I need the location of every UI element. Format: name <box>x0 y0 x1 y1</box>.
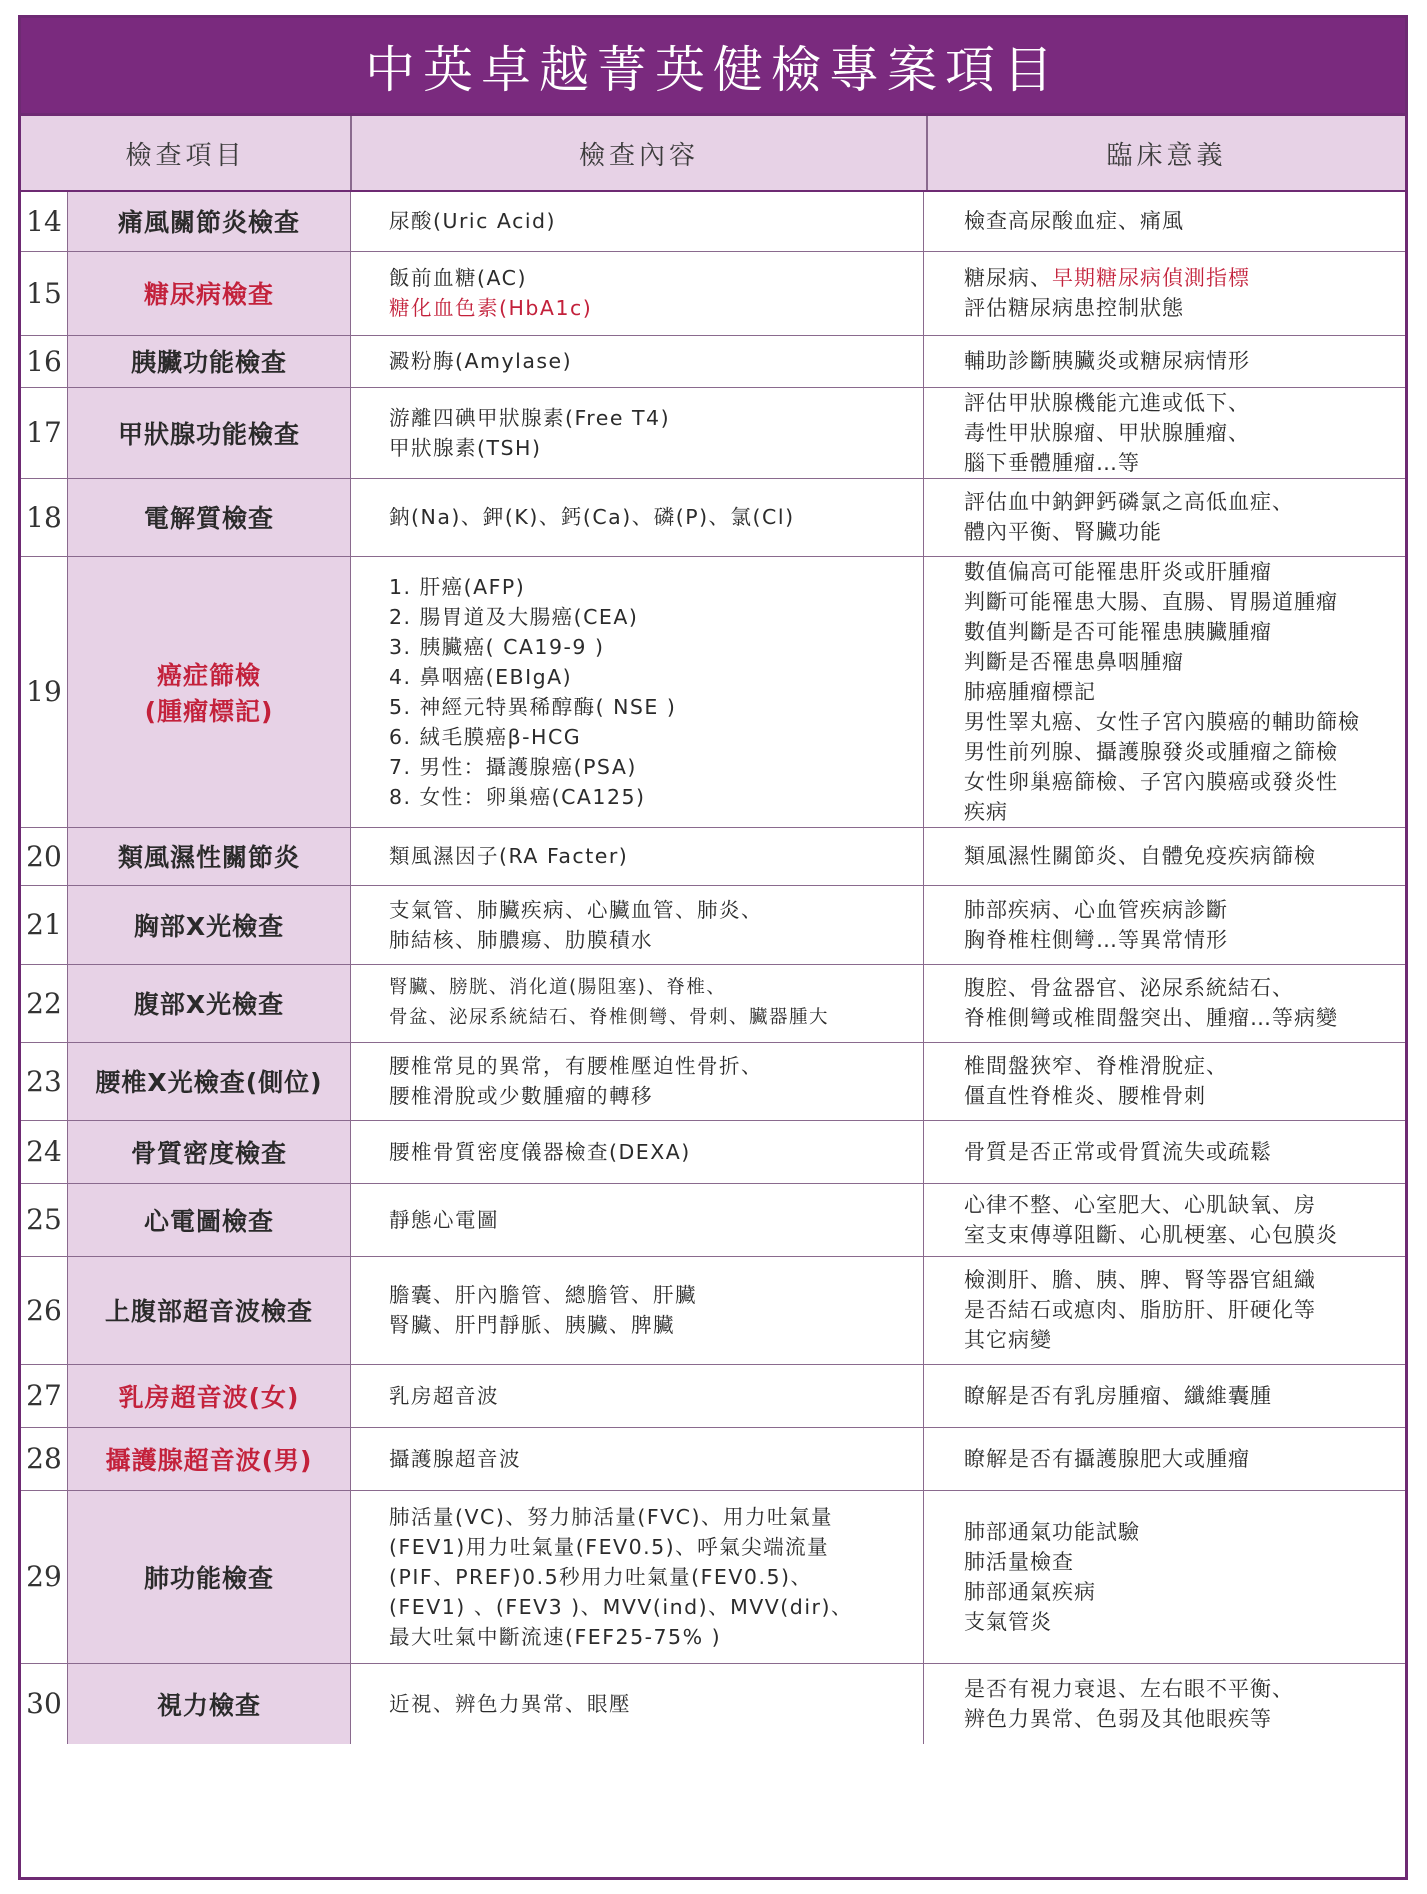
sig-line: 腦下垂體腫瘤…等 <box>964 450 1140 475</box>
sig-line: 室支束傳導阻斷、心肌梗塞、心包膜炎 <box>964 1222 1338 1247</box>
sig-line: 肺部疾病、心血管疾病診斷 <box>964 897 1228 922</box>
content-line: 5. 神經元特異稀醇酶( NSE ) <box>389 694 677 719</box>
item-content <box>351 192 924 251</box>
item-content <box>351 478 924 556</box>
content-line: (FEV1)用力吐氣量(FEV0.5)、呼氣尖端流量 <box>389 1534 830 1559</box>
exam-table <box>21 192 1405 1744</box>
item-name: 胸部X光檢查 <box>68 885 351 964</box>
row-number: 20 <box>21 827 68 885</box>
content-line: 腰椎滑脫或少數腫瘤的轉移 <box>389 1084 653 1108</box>
row-number: 21 <box>21 885 68 964</box>
item-significance <box>924 251 1406 335</box>
sig-line: 肺活量檢查 <box>964 1549 1074 1574</box>
table-row <box>21 1663 1405 1744</box>
item-significance <box>924 1427 1406 1490</box>
sig-line: 數值偏高可能罹患肝炎或肝腫瘤 <box>964 559 1272 584</box>
content-line: 8. 女性：卵巢癌(CA125) <box>389 784 646 809</box>
sig-text-highlight: 早期糖尿病偵測指標 <box>1052 266 1250 290</box>
item-name: 攝護腺超音波(男) <box>68 1427 351 1490</box>
content-line: 甲狀腺素(TSH) <box>389 435 542 460</box>
item-significance <box>924 1120 1406 1183</box>
row-number: 15 <box>21 251 68 335</box>
item-significance <box>924 1490 1406 1663</box>
item-significance <box>924 387 1406 478</box>
sig-line: 檢查高尿酸血症、痛風 <box>964 209 1184 234</box>
exam-table-frame <box>18 15 1408 1880</box>
sig-line: 判斷可能罹患大腸、直腸、胃腸道腫瘤 <box>964 589 1338 614</box>
item-name <box>68 556 351 827</box>
item-significance <box>924 1663 1406 1744</box>
item-significance <box>924 1183 1406 1256</box>
item-significance <box>924 335 1406 387</box>
item-name: 甲狀腺功能檢查 <box>68 387 351 478</box>
table-row <box>21 1427 1405 1490</box>
content-line: 肺結核、肺膿瘍、肋膜積水 <box>389 927 653 952</box>
item-name-line: (腫瘤標記) <box>144 696 274 726</box>
item-name: 痛風關節炎檢查 <box>68 192 351 251</box>
content-line: 澱粉脢(Amylase) <box>389 349 573 373</box>
item-content <box>351 885 924 964</box>
item-name: 類風濕性關節炎 <box>68 827 351 885</box>
content-line: 鈉(Na)、鉀(K)、鈣(Ca)、磷(P)、氯(Cl) <box>389 505 795 529</box>
content-line-highlight: 糖化血色素(HbA1c) <box>389 296 593 320</box>
sig-line: 脊椎側彎或椎間盤突出、腫瘤…等病變 <box>964 1006 1338 1030</box>
sig-line: 數值判斷是否可能罹患胰臟腫瘤 <box>964 619 1272 644</box>
table-row <box>21 964 1405 1042</box>
item-name-line: 癌症篩檢 <box>156 660 261 690</box>
item-significance <box>924 964 1406 1042</box>
item-content <box>351 1490 924 1663</box>
row-number: 27 <box>21 1364 68 1427</box>
item-content <box>351 1042 924 1120</box>
content-line: 膽囊、肝內膽管、總膽管、肝臟 <box>389 1283 697 1307</box>
item-content <box>351 964 924 1042</box>
item-significance <box>924 192 1406 251</box>
row-number: 14 <box>21 192 68 251</box>
header-content: 檢查內容 <box>352 116 928 190</box>
item-name: 上腹部超音波檢查 <box>68 1256 351 1364</box>
row-number: 28 <box>21 1427 68 1490</box>
sig-line: 支氣管炎 <box>964 1609 1052 1634</box>
row-number: 17 <box>21 387 68 478</box>
table-row <box>21 556 1405 827</box>
sig-line: 女性卵巢癌篩檢、子宮內膜癌或發炎性 <box>964 769 1338 794</box>
content-line: 2. 腸胃道及大腸癌(CEA) <box>389 604 639 629</box>
sig-line: 肺部通氣功能試驗 <box>964 1519 1140 1544</box>
content-line: 腎臟、肝門靜脈、胰臟、脾臟 <box>389 1313 675 1337</box>
sig-line: 肺部通氣疾病 <box>964 1579 1096 1604</box>
item-content <box>351 1120 924 1183</box>
content-line: 靜態心電圖 <box>389 1207 499 1232</box>
item-significance <box>924 885 1406 964</box>
sig-line: 瞭解是否有乳房腫瘤、纖維囊腫 <box>964 1383 1272 1408</box>
sig-line: 是否有視力衰退、左右眼不平衡、 <box>964 1676 1294 1701</box>
content-line: 7. 男性：攝護腺癌(PSA) <box>389 754 637 779</box>
sig-line: 心律不整、心室肥大、心肌缺氧、房 <box>964 1192 1316 1217</box>
row-number: 19 <box>21 556 68 827</box>
table-row <box>21 478 1405 556</box>
content-line: 類風濕因子(RA Facter) <box>389 844 629 868</box>
item-name: 心電圖檢查 <box>68 1183 351 1256</box>
item-content <box>351 1183 924 1256</box>
header-significance: 臨床意義 <box>1106 140 1227 171</box>
item-content <box>351 1663 924 1744</box>
content-line: 4. 鼻咽癌(EBIgA) <box>389 664 573 689</box>
content-line: 6. 絨毛膜癌β-HCG <box>389 724 582 749</box>
sig-line: 輔助診斷胰臟炎或糖尿病情形 <box>964 349 1250 373</box>
content-line: (FEV1) 、(FEV3 )、MVV(ind)、MVV(dir)、 <box>389 1594 853 1619</box>
content-line: 腰椎骨質密度儀器檢查(DEXA) <box>389 1139 691 1164</box>
item-content <box>351 1427 924 1490</box>
sig-line: 評估糖尿病患控制狀態 <box>964 296 1184 320</box>
item-name: 乳房超音波(女) <box>68 1364 351 1427</box>
sig-line: 骨質是否正常或骨質流失或疏鬆 <box>964 1139 1272 1164</box>
item-content <box>351 556 924 827</box>
content-line: 尿酸(Uric Acid) <box>389 209 557 234</box>
sig-line: 辨色力異常、色弱及其他眼疾等 <box>964 1706 1272 1731</box>
table-row <box>21 335 1405 387</box>
table-row <box>21 192 1405 251</box>
row-number: 30 <box>21 1663 68 1744</box>
item-significance <box>924 1256 1406 1364</box>
content-line: 近視、辨色力異常、眼壓 <box>389 1691 631 1716</box>
item-name: 糖尿病檢查 <box>68 251 351 335</box>
sig-line: 體內平衡、腎臟功能 <box>964 520 1162 544</box>
sig-line: 評估甲狀腺機能亢進或低下、 <box>964 390 1250 415</box>
item-name: 骨質密度檢查 <box>68 1120 351 1183</box>
item-name: 肺功能檢查 <box>68 1490 351 1663</box>
item-significance <box>924 827 1406 885</box>
row-number: 25 <box>21 1183 68 1256</box>
table-row <box>21 1042 1405 1120</box>
content-line: 1. 肝癌(AFP) <box>389 574 526 599</box>
item-name: 腰椎X光檢查(側位) <box>68 1042 351 1120</box>
content-line: 飯前血糖(AC) <box>389 266 527 290</box>
table-row <box>21 885 1405 964</box>
item-content <box>351 335 924 387</box>
row-number: 24 <box>21 1120 68 1183</box>
row-number: 23 <box>21 1042 68 1120</box>
sig-line: 腹腔、骨盆器官、泌尿系統結石、 <box>964 976 1294 1000</box>
table-row <box>21 387 1405 478</box>
sig-line: 男性前列腺、攝護腺發炎或腫瘤之篩檢 <box>964 739 1338 764</box>
sig-line: 椎間盤狹窄、脊椎滑脫症、 <box>964 1054 1228 1078</box>
content-line: 最大吐氣中斷流速(FEF25-75% ) <box>389 1624 722 1649</box>
table-row <box>21 1490 1405 1663</box>
row-number: 29 <box>21 1490 68 1663</box>
sig-line: 胸脊椎柱側彎…等異常情形 <box>964 927 1228 952</box>
sig-line <box>964 263 1397 293</box>
content-line: (PIF、PREF)0.5秒用力吐氣量(FEV0.5)、 <box>389 1564 813 1589</box>
content-line: 攝護腺超音波 <box>389 1446 521 1471</box>
table-row <box>21 1364 1405 1427</box>
row-number: 18 <box>21 478 68 556</box>
content-line: 支氣管、肺臟疾病、心臟血管、肺炎、 <box>389 897 763 922</box>
sig-line: 評估血中鈉鉀鈣磷氯之高低血症、 <box>964 490 1294 514</box>
content-line: 肺活量(VC)、努力肺活量(FVC)、用力吐氣量 <box>389 1504 833 1529</box>
sig-line: 類風濕性關節炎、自體免疫疾病篩檢 <box>964 844 1316 868</box>
content-line: 3. 胰臟癌( CA19-9 ) <box>389 634 605 659</box>
item-content <box>351 827 924 885</box>
sig-line: 其它病變 <box>964 1328 1052 1352</box>
content-line: 游離四碘甲狀腺素(Free T4) <box>389 405 671 430</box>
row-number: 22 <box>21 964 68 1042</box>
item-name: 視力檢查 <box>68 1663 351 1744</box>
item-content <box>351 387 924 478</box>
sig-line: 瞭解是否有攝護腺肥大或腫瘤 <box>964 1446 1250 1471</box>
table-header <box>21 116 1405 192</box>
sig-line: 毒性甲狀腺瘤、甲狀腺腫瘤、 <box>964 420 1250 445</box>
header-item: 檢查項目 <box>21 116 352 190</box>
item-significance <box>924 1042 1406 1120</box>
item-content <box>351 1364 924 1427</box>
item-significance <box>924 1364 1406 1427</box>
sig-text: 糖尿病、 <box>964 266 1052 290</box>
content-line: 腰椎常見的異常，有腰椎壓迫性骨折、 <box>389 1054 763 1078</box>
content-line: 骨盆、泌尿系統結石、脊椎側彎、骨刺、臟器腫大 <box>389 1007 830 1028</box>
item-content <box>351 251 924 335</box>
item-name: 腹部X光檢查 <box>68 964 351 1042</box>
table-row <box>21 1183 1405 1256</box>
page-title: 中英卓越菁英健檢專案項目 <box>21 18 1405 116</box>
item-content <box>351 1256 924 1364</box>
row-number: 16 <box>21 335 68 387</box>
row-number: 26 <box>21 1256 68 1364</box>
sig-line: 肺癌腫瘤標記 <box>964 679 1096 704</box>
item-significance <box>924 478 1406 556</box>
item-name: 電解質檢查 <box>68 478 351 556</box>
item-name: 胰臟功能檢查 <box>68 335 351 387</box>
content-line: 乳房超音波 <box>389 1383 499 1408</box>
table-row <box>21 1256 1405 1364</box>
sig-line: 檢測肝、膽、胰、脾、腎等器官組織 <box>964 1268 1316 1292</box>
table-row <box>21 1120 1405 1183</box>
sig-line: 僵直性脊椎炎、腰椎骨刺 <box>964 1084 1206 1108</box>
sig-line: 判斷是否罹患鼻咽腫瘤 <box>964 649 1184 674</box>
item-significance <box>924 556 1406 827</box>
sig-line: 疾病 <box>964 799 1008 824</box>
table-row <box>21 251 1405 335</box>
content-line: 腎臟、膀胱、消化道(腸阻塞)、脊椎、 <box>389 977 727 998</box>
sig-line: 男性睪丸癌、女性子宮內膜癌的輔助篩檢 <box>964 709 1360 734</box>
table-row <box>21 827 1405 885</box>
sig-line: 是否結石或瘜肉、脂肪肝、肝硬化等 <box>964 1298 1316 1322</box>
